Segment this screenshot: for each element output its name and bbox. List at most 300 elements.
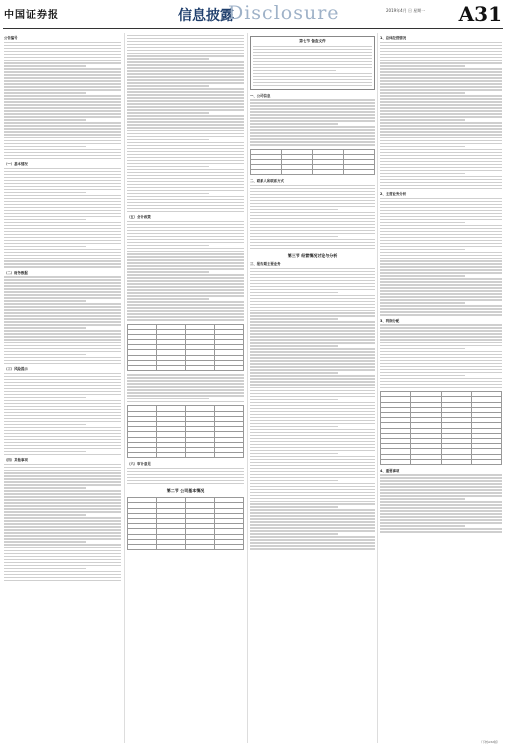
text-line <box>380 201 502 202</box>
table-cell <box>157 453 186 458</box>
text-line <box>250 212 375 213</box>
text-line <box>127 184 244 185</box>
text-line <box>380 125 502 126</box>
text-line <box>380 311 502 312</box>
section-heading: （一）基本情况 <box>4 162 28 167</box>
text-line <box>127 483 244 484</box>
text-line <box>250 224 375 225</box>
text-line <box>380 98 502 99</box>
section-heading: 3、利润分配 <box>380 318 400 323</box>
text-line <box>250 315 375 316</box>
text-line <box>4 472 121 473</box>
text-line <box>4 171 121 172</box>
table-cell <box>381 459 411 464</box>
text-line <box>127 53 244 54</box>
text-line <box>380 366 502 367</box>
text-line <box>127 94 244 95</box>
text-line <box>4 412 121 413</box>
text-line <box>127 380 244 381</box>
text-line <box>4 493 121 494</box>
text-line <box>4 559 121 560</box>
text-line <box>250 489 375 490</box>
text-line <box>127 468 244 469</box>
text-line <box>250 108 375 109</box>
body-text <box>380 324 502 388</box>
text-line <box>4 467 121 468</box>
text-line <box>4 478 121 479</box>
text-line <box>4 288 121 289</box>
text-line <box>250 477 375 478</box>
text-line <box>127 157 244 158</box>
text-line <box>380 173 465 174</box>
text-line <box>4 445 121 446</box>
text-line <box>127 67 244 68</box>
text-line <box>4 180 121 181</box>
table-cell <box>441 459 471 464</box>
text-line <box>250 191 375 192</box>
text-line <box>4 538 121 539</box>
text-line <box>380 60 502 61</box>
text-line <box>380 83 502 84</box>
text-line <box>127 480 244 481</box>
text-line <box>127 181 244 182</box>
text-line <box>380 198 502 199</box>
text-line <box>127 151 244 152</box>
text-line <box>380 116 502 117</box>
text-line <box>380 128 502 129</box>
text-line <box>4 490 121 491</box>
text-line <box>127 187 244 188</box>
text-line <box>127 295 244 296</box>
text-line <box>380 231 502 232</box>
text-line <box>4 276 121 277</box>
text-line <box>250 248 375 249</box>
section-heading: 1、总体经营情况 <box>380 36 407 40</box>
text-line <box>380 179 502 180</box>
text-line <box>250 348 375 349</box>
text-line <box>127 112 209 113</box>
text-line <box>127 76 244 77</box>
text-line <box>250 209 338 210</box>
text-line <box>250 420 375 421</box>
table-cell <box>344 170 375 175</box>
text-line <box>380 290 502 291</box>
text-line <box>4 406 121 407</box>
text-line <box>250 483 375 484</box>
text-line <box>250 268 375 269</box>
table-cell <box>282 170 313 175</box>
text-line <box>127 211 244 212</box>
text-line <box>250 372 338 373</box>
text-line <box>127 253 244 254</box>
section-heading: （二）财务数据 <box>4 270 28 275</box>
text-line <box>380 149 502 150</box>
text-line <box>380 161 502 162</box>
text-line <box>4 360 121 361</box>
text-line <box>380 525 465 526</box>
column-divider <box>377 33 378 743</box>
text-line <box>127 41 244 42</box>
text-line <box>380 249 465 250</box>
text-line <box>250 411 375 412</box>
issue-date: 2019年4月 日 星期一 <box>386 8 426 13</box>
text-line <box>380 62 502 63</box>
text-line <box>4 342 121 343</box>
table-cell <box>411 459 441 464</box>
text-line <box>4 222 121 223</box>
text-line <box>380 480 502 481</box>
column-2 <box>127 33 244 743</box>
text-line <box>250 283 375 284</box>
text-line <box>4 373 121 374</box>
column-3 <box>250 33 375 743</box>
text-line <box>127 160 244 161</box>
text-line <box>4 345 121 346</box>
text-line <box>127 91 244 92</box>
column-4 <box>380 33 502 743</box>
text-line <box>380 278 502 279</box>
text-line <box>4 140 121 141</box>
text-line <box>127 79 244 80</box>
text-line <box>380 510 502 511</box>
text-line <box>127 154 244 155</box>
text-line <box>127 88 244 89</box>
text-line <box>4 155 121 156</box>
table-cell <box>157 366 186 371</box>
text-line <box>127 55 244 56</box>
text-line <box>4 418 121 419</box>
text-line <box>250 471 375 472</box>
body-text <box>380 474 502 532</box>
table-cell <box>186 453 215 458</box>
text-line <box>250 417 375 418</box>
text-line <box>4 330 121 331</box>
text-line <box>4 225 121 226</box>
text-line <box>380 143 502 144</box>
text-line <box>380 302 465 303</box>
text-line <box>4 107 121 108</box>
text-line <box>250 102 375 103</box>
text-line <box>250 524 375 525</box>
section-title-en: Disclosure <box>228 2 340 24</box>
body-text <box>4 276 121 364</box>
text-line <box>127 193 209 194</box>
text-line <box>250 423 375 424</box>
text-line <box>250 310 375 311</box>
text-line <box>250 230 375 231</box>
text-line <box>4 574 121 575</box>
text-line <box>127 58 209 59</box>
text-line <box>250 459 375 460</box>
text-line <box>380 57 502 58</box>
text-line <box>127 85 209 86</box>
section-heading: 2、主营业务分析 <box>380 192 407 197</box>
text-line <box>250 194 375 195</box>
table-cell <box>128 366 157 371</box>
text-line <box>4 336 121 337</box>
text-line <box>380 122 502 123</box>
text-line <box>127 227 244 228</box>
text-line <box>4 568 86 569</box>
text-line <box>4 92 86 93</box>
text-line <box>4 65 86 66</box>
column-1 <box>4 33 121 743</box>
text-line <box>250 515 375 516</box>
text-line <box>380 80 502 81</box>
text-line <box>127 166 209 167</box>
text-line <box>380 360 502 361</box>
text-line <box>380 284 502 285</box>
text-line <box>4 137 121 138</box>
text-line <box>250 307 375 308</box>
text-line <box>127 172 244 173</box>
text-line <box>127 319 244 320</box>
body-text <box>4 42 121 160</box>
text-line <box>4 481 121 482</box>
text-line <box>127 401 244 402</box>
text-line <box>250 381 375 382</box>
text-line <box>380 104 502 105</box>
text-line <box>4 496 121 497</box>
text-line <box>250 111 375 112</box>
text-line <box>127 178 244 179</box>
reference-box <box>250 36 375 90</box>
text-line <box>250 509 375 510</box>
text-line <box>4 231 121 232</box>
text-line <box>127 61 244 62</box>
text-line <box>127 383 244 384</box>
text-line <box>4 110 121 111</box>
text-line <box>4 116 121 117</box>
text-line <box>380 110 502 111</box>
text-line <box>380 185 502 186</box>
text-line <box>127 73 244 74</box>
text-line <box>380 158 502 159</box>
text-line <box>4 300 86 301</box>
text-line <box>4 282 121 283</box>
text-line <box>127 398 209 399</box>
text-line <box>127 236 244 237</box>
text-line <box>127 251 244 252</box>
text-line <box>4 101 121 102</box>
text-line <box>127 233 244 234</box>
text-line <box>380 234 502 235</box>
text-line <box>4 315 121 316</box>
text-line <box>4 260 121 261</box>
text-line <box>4 436 121 437</box>
text-line <box>250 539 375 540</box>
text-line <box>380 225 502 226</box>
text-line <box>4 258 121 259</box>
body-text <box>250 99 375 145</box>
body-text <box>127 221 244 321</box>
text-line <box>380 51 502 52</box>
text-line <box>4 98 121 99</box>
text-line <box>380 281 502 282</box>
text-line <box>250 286 375 287</box>
text-line <box>127 304 244 305</box>
masthead <box>0 0 506 28</box>
text-line <box>4 556 121 557</box>
text-line <box>4 83 121 84</box>
text-line <box>4 400 121 401</box>
text-line <box>250 221 375 222</box>
table-cell <box>215 366 244 371</box>
text-line <box>250 289 375 290</box>
newspaper-logo: 中国证券报 <box>4 10 59 21</box>
text-line <box>380 327 502 328</box>
text-line <box>4 249 121 250</box>
text-line <box>250 206 375 207</box>
text-line <box>380 299 502 300</box>
text-line <box>250 503 375 504</box>
text-line <box>4 529 121 530</box>
text-line <box>250 274 375 275</box>
text-line <box>250 357 375 358</box>
text-line <box>380 363 502 364</box>
text-line <box>127 44 244 45</box>
text-line <box>380 222 465 223</box>
text-line <box>250 342 375 343</box>
text-line <box>4 565 121 566</box>
text-line <box>4 68 121 69</box>
table-cell <box>215 453 244 458</box>
text-line <box>4 451 86 452</box>
text-line <box>127 38 244 39</box>
table-cell <box>251 170 282 175</box>
text-line <box>127 115 244 116</box>
section-heading: （六）审计意见 <box>127 462 151 467</box>
text-line <box>250 402 375 403</box>
header-rule <box>3 28 503 29</box>
text-line <box>4 333 121 334</box>
text-line <box>127 271 209 272</box>
text-line <box>250 369 375 370</box>
text-line <box>4 454 121 455</box>
text-line <box>250 462 375 463</box>
text-line <box>4 95 121 96</box>
text-line <box>380 237 502 238</box>
text-line <box>4 535 121 536</box>
text-line <box>127 242 244 243</box>
text-line <box>4 547 121 548</box>
text-line <box>4 571 121 572</box>
text-line <box>380 92 465 93</box>
text-line <box>250 197 375 198</box>
text-line <box>380 369 502 370</box>
text-line <box>4 104 121 105</box>
text-line <box>4 511 121 512</box>
chapter-heading: 第三节 经营情况讨论与分析 <box>287 253 338 259</box>
text-line <box>4 74 121 75</box>
text-line <box>250 456 375 457</box>
text-line <box>250 351 375 352</box>
text-line <box>127 169 244 170</box>
text-line <box>380 501 502 502</box>
text-line <box>250 512 375 513</box>
text-line <box>4 134 121 135</box>
text-line <box>127 199 244 200</box>
text-line <box>127 103 244 104</box>
body-text <box>250 268 375 550</box>
text-line <box>127 130 244 131</box>
text-line <box>127 377 244 378</box>
text-line <box>127 35 244 36</box>
text-line <box>127 109 244 110</box>
text-line <box>380 474 502 475</box>
text-line <box>4 255 121 256</box>
text-line <box>380 255 502 256</box>
text-line <box>4 427 121 428</box>
text-line <box>380 258 502 259</box>
text-line <box>250 518 375 519</box>
text-line <box>4 448 121 449</box>
text-line <box>380 95 502 96</box>
text-line <box>127 106 244 107</box>
text-line <box>250 99 375 100</box>
text-line <box>253 70 336 71</box>
text-line <box>250 378 375 379</box>
text-line <box>4 339 121 340</box>
text-line <box>127 50 244 51</box>
text-line <box>250 426 338 427</box>
text-line <box>127 277 244 278</box>
text-line <box>250 468 375 469</box>
text-line <box>380 477 502 478</box>
text-line <box>250 450 375 451</box>
text-line <box>4 213 121 214</box>
text-line <box>250 292 338 293</box>
text-line <box>4 122 121 123</box>
text-line <box>127 313 244 314</box>
body-text <box>4 373 121 455</box>
text-line <box>250 444 375 445</box>
text-line <box>380 188 502 189</box>
text-line <box>127 221 244 222</box>
text-line <box>380 134 502 135</box>
text-line <box>250 435 375 436</box>
text-line <box>250 495 375 496</box>
body-text <box>4 464 121 582</box>
text-line <box>380 155 502 156</box>
text-line <box>380 89 502 90</box>
text-line <box>127 97 244 98</box>
text-line <box>250 321 375 322</box>
text-line <box>4 475 121 476</box>
text-line <box>380 272 502 273</box>
text-line <box>380 240 502 241</box>
text-line <box>250 414 375 415</box>
text-line <box>4 198 121 199</box>
text-line <box>4 348 121 349</box>
text-line <box>250 129 375 130</box>
table-cell <box>186 366 215 371</box>
text-line <box>4 351 121 352</box>
text-line <box>4 487 86 488</box>
text-line <box>4 430 121 431</box>
text-line <box>253 76 372 77</box>
text-line <box>4 544 121 545</box>
text-line <box>4 391 121 392</box>
text-line <box>4 131 121 132</box>
text-line <box>253 73 372 74</box>
text-line <box>250 203 375 204</box>
text-line <box>127 298 209 299</box>
text-line <box>250 438 375 439</box>
text-line <box>4 240 121 241</box>
text-line <box>4 149 121 150</box>
text-line <box>4 577 121 578</box>
